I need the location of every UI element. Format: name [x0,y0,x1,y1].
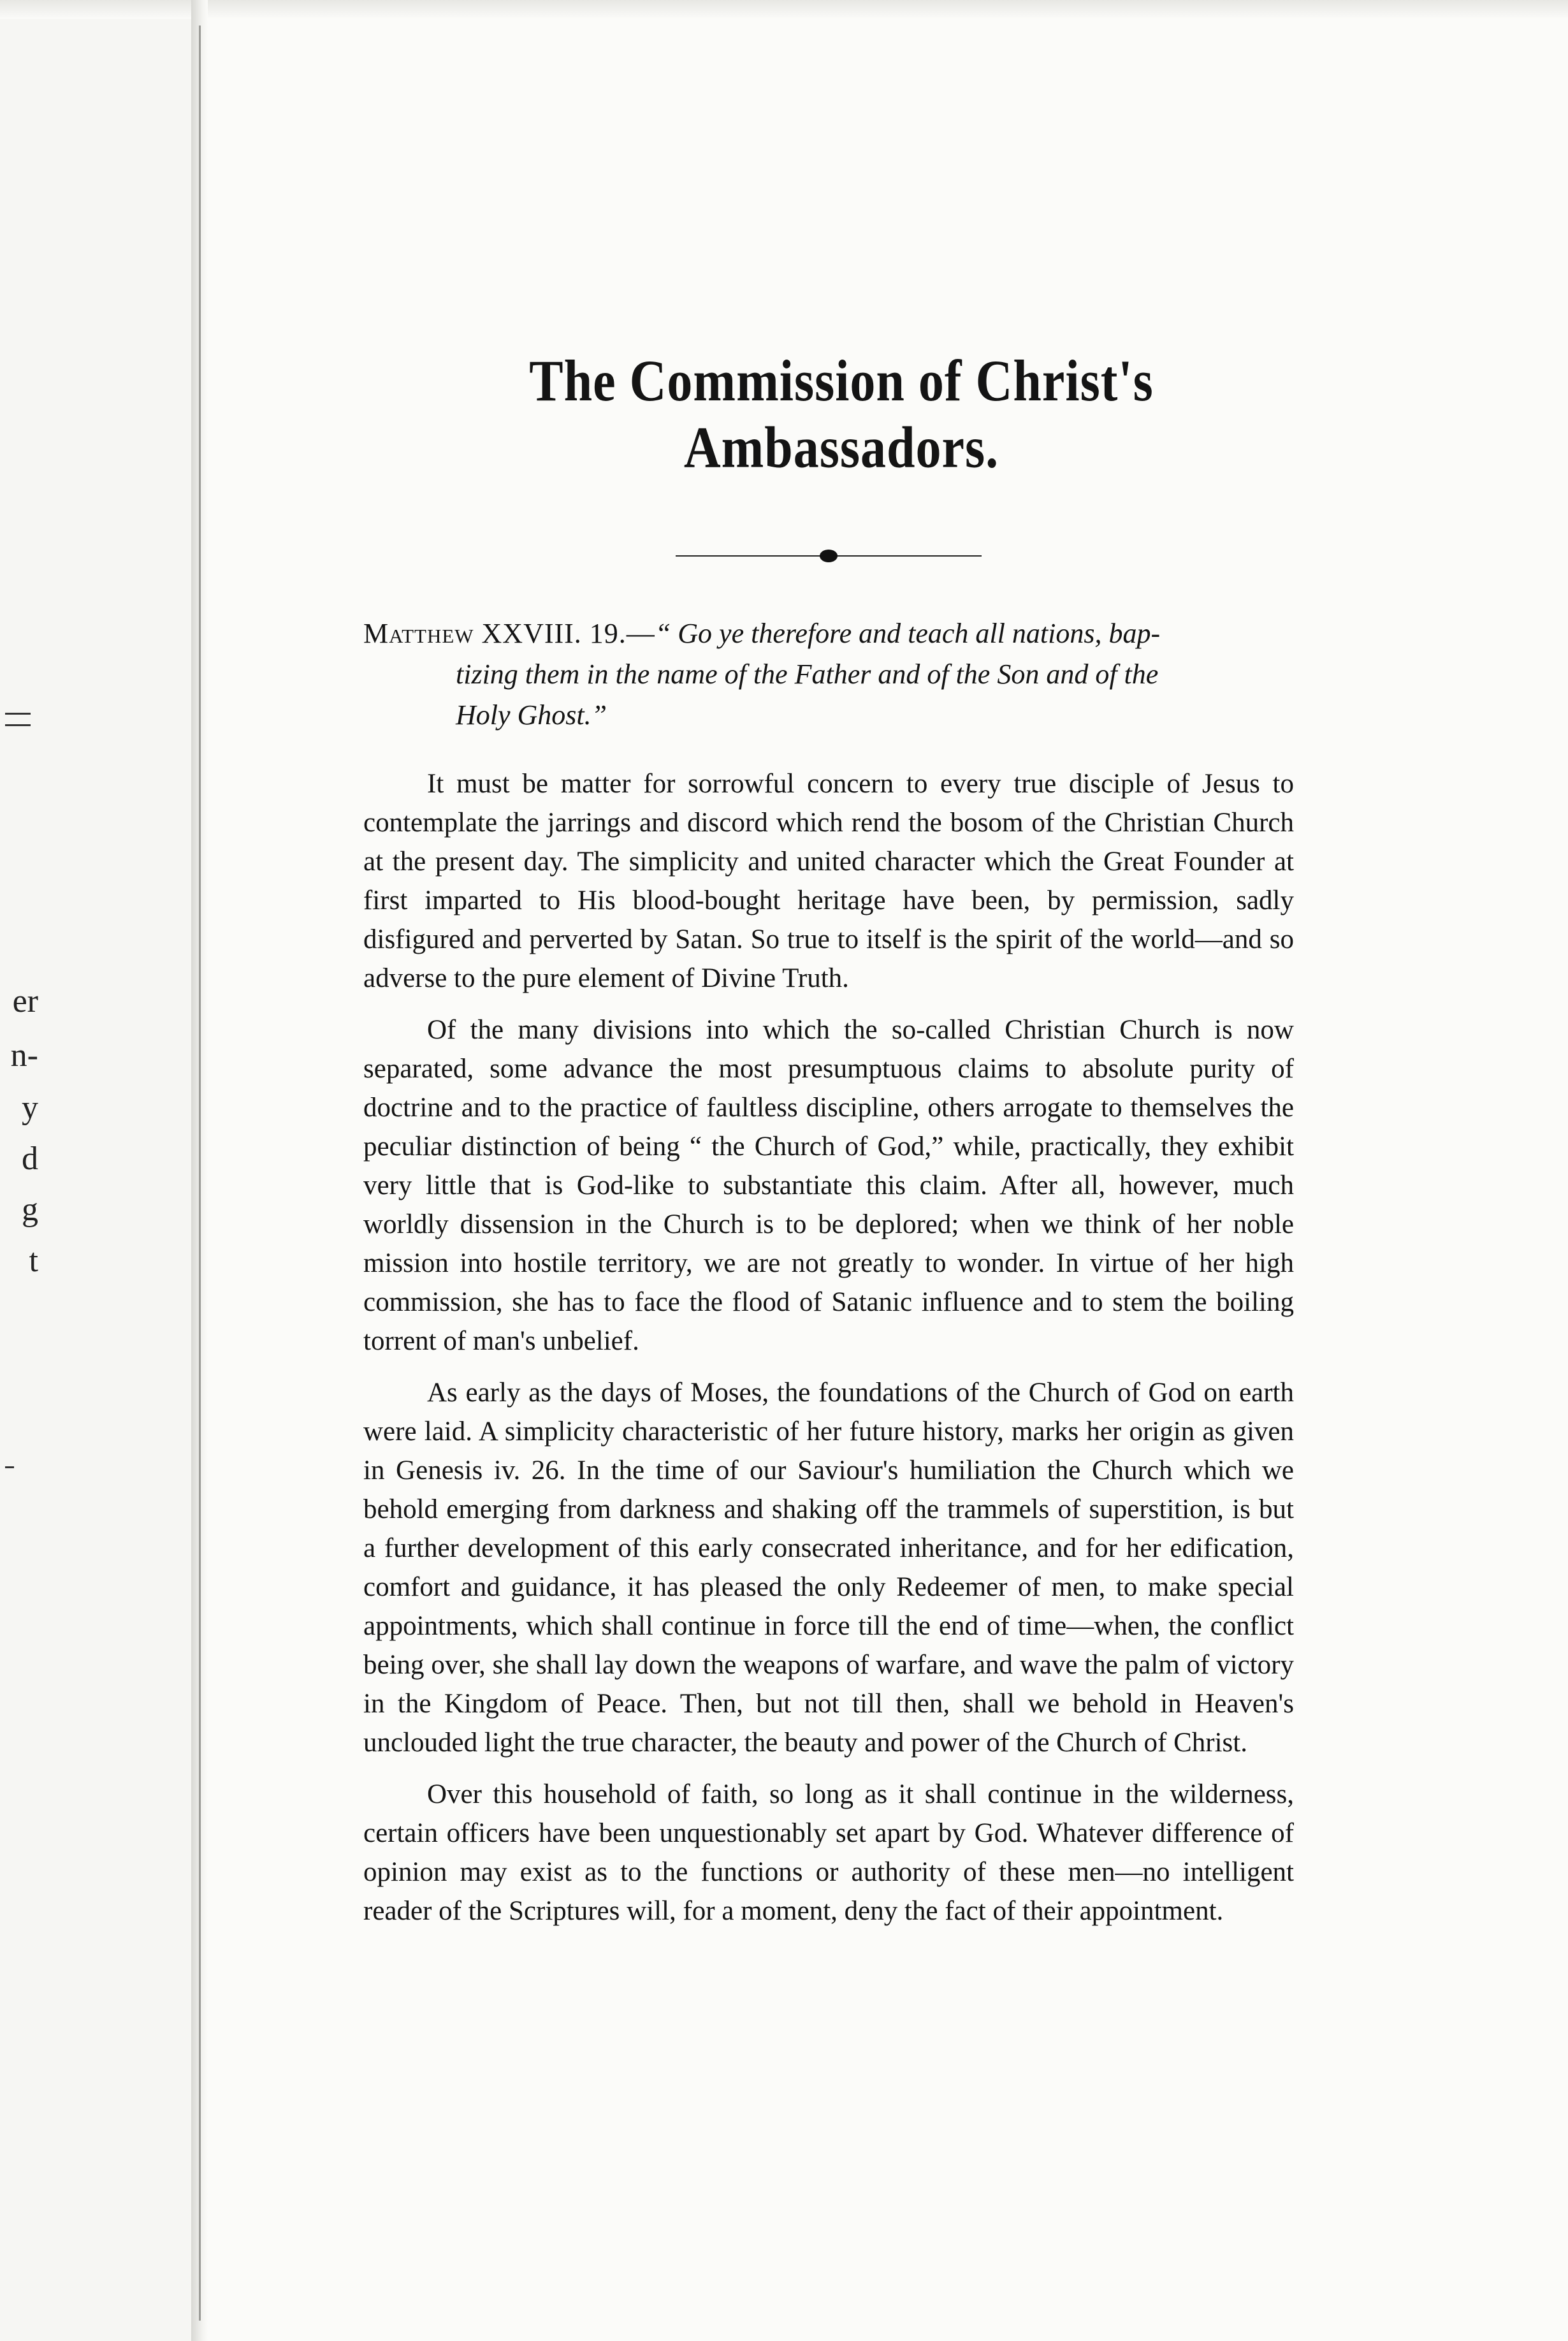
body-paragraph: It must be matter for sorrowful concern to every true disciple of Jesus to contemplate the jarrings and discord which rend the bosom of the Christian Church at the present day. The simplicity and united character which the Great Founder at first imparted to His blood-bought heritage have been, by permission, sadly disfigured and perverted by Satan. So true to itself is the spirit of the world—and so adverse to the pure element of Divine Truth. [363,769,1294,993]
page-title: The Commission of Christ's Ambassadors. [529,349,1154,481]
scripture-epigraph [363,613,1294,736]
left-page-fragment: er [12,983,38,1019]
title-ornament [676,550,982,562]
scripture-quote-line: “ Go ye therefore and teach all nations, bap- [655,618,1161,649]
page-top-edge [0,0,1568,19]
ornament-center [820,550,838,562]
left-page-fragment: t [29,1243,38,1279]
body-paragraph: Over this household of faith, so long as it shall continue in the wilderness, certain officers have been unquestionably set apart by God. Whatever difference of opinion may exist as to the functions or authority of these men—no intelligent reader of the Scriptures will, for a moment, deny the fact of their appointment. [363,1779,1294,1926]
body-paragraph: As early as the days of Moses, the foundations of the Church of God on earth were laid. A simplicity characteristic of her future history, marks her origin as given in Genesis iv. 26. In the time of our Saviour's humiliation the Church which we behold emerging from darkness and shaking off the trammels of superstition, is but a further development of this early consecrated inheritance, and for her edification, comfort and guidance, it has pleased the only Redeemer of men, to make special appointments, which shall continue in force till the end of time—when, the conflict being over, she shall lay down the weapons of warfare, and wave the palm of victory in the Kingdom of Peace. Then, but not till then, shall we behold in Heaven's unclouded light the true character, the beauty and power of the Church of Christ. [363,1378,1294,1758]
page-body [363,349,1294,1930]
margin-mark [5,1466,14,1468]
body-paragraph: Of the many divisions into which the so-called Christian Church is now separated, some advance the most presumptuous claims to absolute purity of doctrine and to the practice of faultless discipline, others arrogate to themselves the peculiar distinction of being “ the Church of God,” while, practically, they exhibit very little that is God-like to substantiate this claim. After all, however, much worldly dissension in the Church is to be deplored; when we think of her noble mission into hostile territory, we are not greatly to wonder. In virtue of her high commission, she has to face the flood of Satanic influence and to stem the boiling torrent of man's unbelief. [363,1015,1294,1356]
left-page-fragment: n- [10,1037,38,1074]
left-page-fragment: y [22,1090,38,1126]
book-spine-line [199,26,201,2321]
margin-mark [5,713,31,715]
left-page-fragment: g [22,1192,38,1228]
left-page-edge [0,0,191,2341]
left-page-fragment: d [22,1141,38,1177]
scripture-quote-line: Holy Ghost.” [456,699,607,731]
scripture-quote-line: tizing them in the name of the Father and of the Son and of the [456,659,1159,690]
scripture-reference: Matthew XXVIII. 19.— [363,618,655,649]
margin-mark [5,724,31,726]
